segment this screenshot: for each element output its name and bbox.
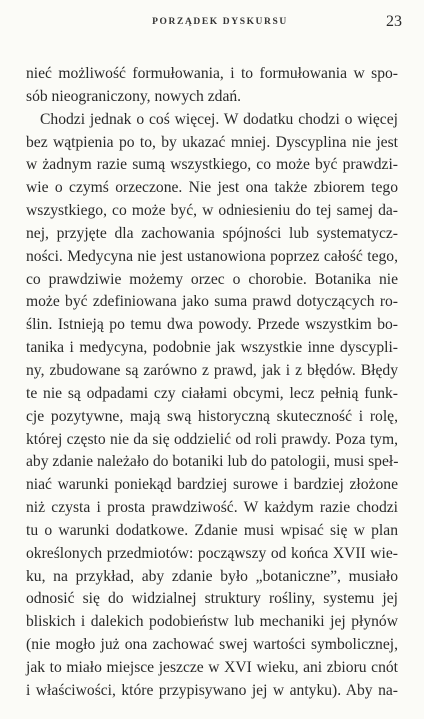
text-line: ny, zbudowane są zarówno z prawd, jak i z błędów. Błędy [26,361,398,379]
text-line: bliskich i dalekich podobieństw lub mechaniki jej płynów [26,613,398,631]
page-number: 23 [386,13,402,30]
text-line: tu o warunki dodatkowe. Zdanie musi wpisać się w plan [26,521,398,539]
text-line: może być zdefiniowana jako suma prawd dotyczących ro- [26,293,398,311]
text-line: wie o czymś orzeczone. Nie jest ona także zbiorem tego [26,179,398,197]
text-line: której często nie da się oddzielić od roli prawdy. Poza tym, [26,430,398,448]
text-line: te nie są odpadami czy ciałami obcymi, lecz pełnią funk- [26,384,398,402]
text-line: (nie mogło już ona zachować swej wartości symbolicznej, [26,636,398,654]
text-line: niż czysta i prosta prawdziwość. W każdym razie chodzi [26,499,398,517]
text-line: w żadnym razie sumą wszystkiego, co może być prawdzi- [26,156,398,174]
text-line: co prawdziwie możemy orzec o chorobie. Botanika nie [26,270,398,288]
text-line: bez wątpienia po to, by ukazać mniej. Dyscyplina nie jest [26,133,398,151]
text-line: sób nieograniczony, nowych zdań. [26,87,242,105]
running-title: PORZĄDEK DYSKURSU [152,17,288,27]
text-line: niać warunki poniekąd bardziej surowe i bardziej złożone [26,476,398,494]
text-line: jak to miało miejsce jeszcze w XVI wieku, ani zbioru cnót [26,658,398,676]
text-line: nej, przyjęte dla zachowania spójności lub systematycz- [26,224,398,242]
text-line: odnosić się do widzialnej struktury rośliny, systemu jej [26,590,398,608]
text-line: ku, na przykład, aby zdanie było „botaniczne”, musiało [26,567,398,585]
text-line: i właściwości, które przypisywano jej w antyku). Aby na- [26,681,398,699]
text-line: aby zdanie należało do botaniki lub do patologii, musi speł- [26,453,399,471]
text-line: tanika i medycyna, podobnie jak wszystkie inne dyscypli- [26,339,398,357]
text-line: nieć możliwość formułowania, i to formułowania w spo- [26,65,398,82]
text-line: cje pozytywne, mają swą historyczną skuteczność i rolę, [26,407,398,425]
text-line: wszystkiego, co może być, w odniesieniu do tej samej da- [26,202,398,220]
text-line: ślin. Istnieją po temu dwa powody. Przede wszystkim bo- [26,316,398,334]
text-line: określonych przedmiotów: począwszy od końca XVII wie- [26,544,398,562]
body-text [26,63,398,703]
text-line: ności. Medycyna nie jest ustanowiona poprzez całość tego, [26,247,398,265]
text-line: Chodzi jednak o coś więcej. W dodatku chodzi o więcej [40,110,398,128]
